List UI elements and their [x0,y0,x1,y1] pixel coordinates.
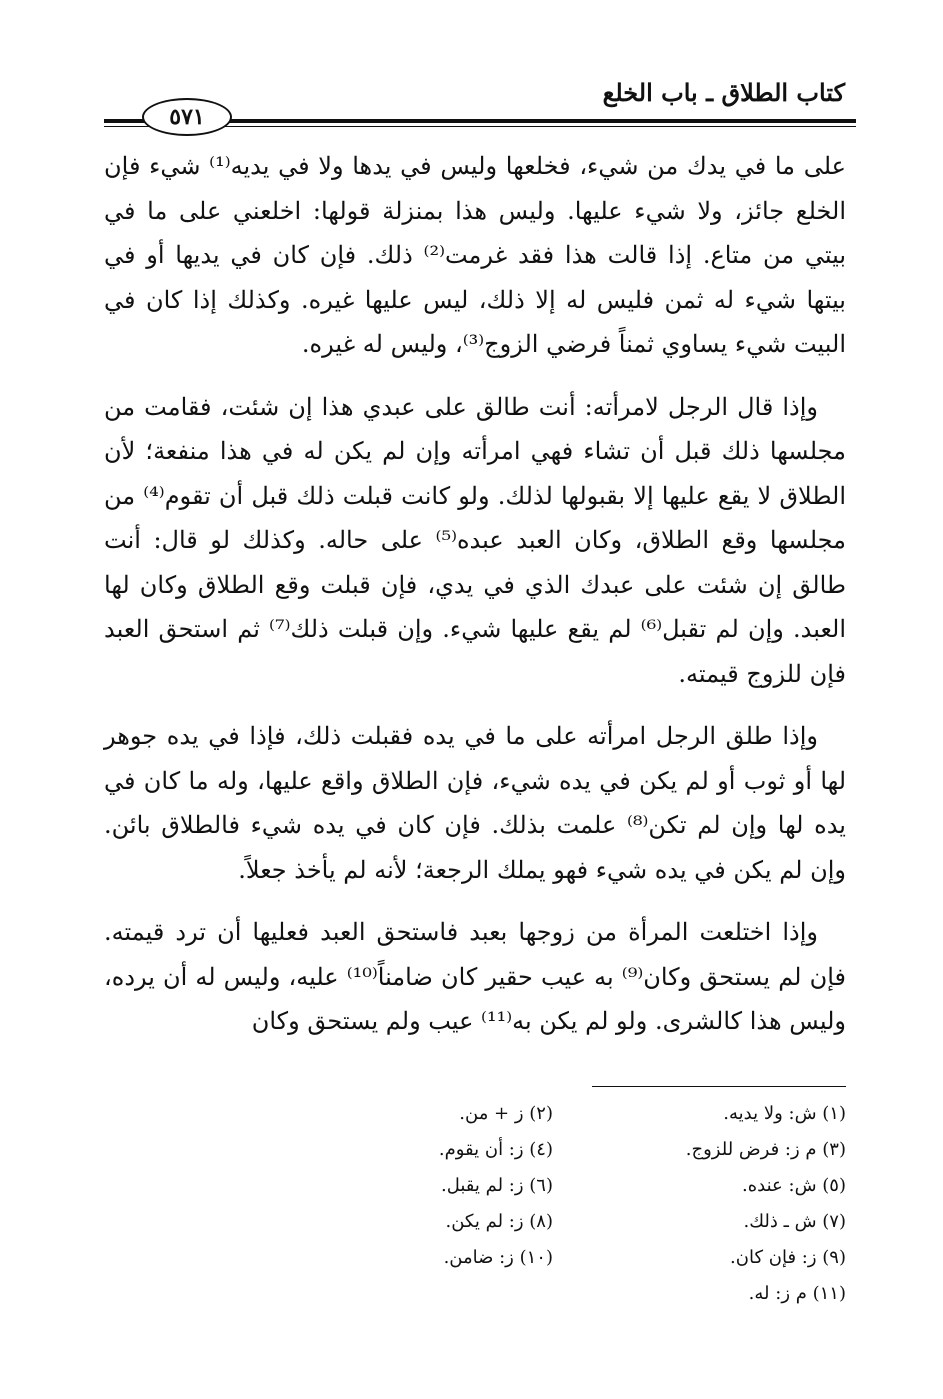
footnote: (٩) ز: فإن كان. [730,1247,846,1268]
page-number: ٥٧١ [142,98,232,136]
footnote: (٤) ز: أن يقوم. [438,1139,553,1160]
paragraph: على ما في يدك من شيء، فخلعها وليس في يدها ولا في يديه⁽¹⁾ شيء فإن الخلع جائز، ولا شيء عليها. وليس هذا بمنزلة قولها: اخلعني على ما في بيتي من متاع. إذا قالت هذا فقد غرمت⁽²⁾ ذلك. فإن كان في يديها أو في بيتها شيء له ثمن فليس له إلا ذلك، ليس عليها غيره. وكذلك إذا كان في البيت شيء يساوي ثمناً فرضي الزوج⁽³⁾، وليس له غيره. [104,152,847,358]
paragraph: وإذا قال الرجل لامرأته: أنت طالق على عبدي هذا إن شئت، فقامت من مجلسها ذلك قبل أن تشاء فهي امرأته وإن لم يكن له في هذا منفعة؛ لأن الطلاق لا يقع عليها إلا بقبولها لذلك. ولو كانت قبلت ذلك قبل أن تقوم⁽⁴⁾ من مجلسها وقع الطلاق، وكان العبد عبده⁽⁵⁾ على حاله. وكذلك لو قال: أنت طالق إن شئت على عبدك الذي في يدي، فإن قبلت وقع الطلاق وكان لها العبد. وإن لم تقبل⁽⁶⁾ لم يقع عليها شيء. وإن قبلت ذلك⁽⁷⁾ ثم استحق العبد فإن للزوج قيمته. [104,392,847,688]
footnote: (١) ش: ولا يديه. [723,1103,846,1124]
footnote: (٧) ش ـ ذلك. [743,1211,846,1232]
footnote: (١١) م ز: له. [748,1283,846,1304]
footnote: (٦) ز: لم يقبل. [440,1175,553,1196]
footnotes [300,1096,846,1312]
footnote: (٢) ز + من. [459,1103,553,1124]
paragraph: وإذا اختلعت المرأة من زوجها بعبد فاستحق العبد فعليها أن ترد قيمته. فإن لم يستحق وكان⁽⁹⁾ به عيب حقير كان ضامناً⁽¹⁰⁾ عليه، وليس له أن يرده، وليس هذا كالشرى. ولو لم يكن به⁽¹¹⁾ عيب ولم يستحق وكان [104,918,846,1035]
main-text [104,144,846,1062]
footnote: (٣) م ز: فرض للزوج. [685,1139,846,1160]
footnote: (٨) ز: لم يكن. [445,1211,553,1232]
footnote-separator [592,1086,846,1087]
footnote: (١٠) ز: ضامن. [443,1247,553,1268]
paragraph: وإذا طلق الرجل امرأته على ما في يده فقبلت ذلك، فإذا في يده جوهر لها أو ثوب أو لم يكن في يده شيء، فإن الطلاق واقع عليها، وله ما كان في يده لها وإن لم تكن⁽⁸⁾ علمت بذلك. فإن كان في يده شيء فالطلاق بائن. وإن لم يكن في يده شيء فهو يملك الرجعة؛ لأنه لم يأخذ جعلاً. [104,722,846,884]
running-header-title: كتاب الطلاق ـ باب الخلع [602,78,845,107]
footnote: (٥) ش: عنده. [742,1175,846,1196]
